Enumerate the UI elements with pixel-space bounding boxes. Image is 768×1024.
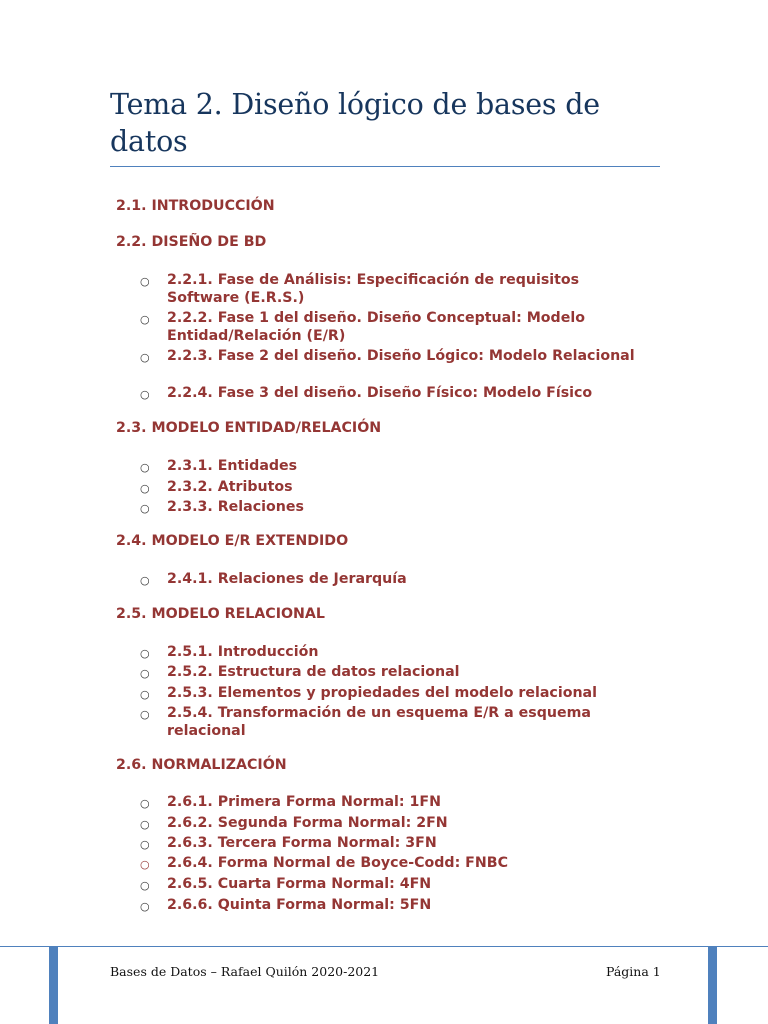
title-divider	[110, 166, 660, 167]
toc-item-2-5-2: 2.5.2. Estructura de datos relacional	[167, 664, 460, 680]
toc-item-2-6-5: 2.6.5. Cuarta Forma Normal: 4FN	[167, 876, 432, 892]
bullet-icon: ○	[140, 818, 150, 831]
bullet-icon: ○	[140, 388, 150, 401]
bullet-icon: ○	[140, 574, 150, 587]
toc-section-2-1: 2.1. INTRODUCCIÓN	[116, 198, 275, 214]
toc-item-2-6-4: 2.6.4. Forma Normal de Boyce-Codd: FNBC	[167, 855, 508, 871]
toc-item-2-2-2: 2.2.2. Fase 1 del diseño. Diseño Conceptual: Modelo Entidad/Relación (E/R)	[167, 310, 585, 344]
toc-item-2-5-3: 2.5.3. Elementos y propiedades del modelo relacional	[167, 685, 597, 701]
toc-item-2-2-3: 2.2.3. Fase 2 del diseño. Diseño Lógico: Modelo Relacional	[167, 348, 635, 364]
bullet-icon: ○	[140, 797, 150, 810]
toc-item-2-2-1: 2.2.1. Fase de Análisis: Especificación de requisitos Software (E.R.S.)	[167, 272, 580, 306]
bullet-icon: ○	[140, 647, 150, 660]
toc-section-2-4: 2.4. MODELO E/R EXTENDIDO	[116, 533, 349, 549]
bullet-icon: ○	[140, 858, 150, 871]
bullet-icon: ○	[140, 708, 150, 721]
page-title: Tema 2. Diseño lógico de bases de datos	[110, 88, 600, 158]
bullet-icon: ○	[140, 879, 150, 892]
footer-course: Bases de Datos – Rafael Quilón 2020-2021	[110, 964, 380, 979]
toc-section-2-5: 2.5. MODELO RELACIONAL	[116, 606, 325, 622]
toc-item-2-3-3: 2.3.3. Relaciones	[167, 499, 304, 515]
bullet-icon: ○	[140, 351, 150, 364]
toc-item-2-5-4: 2.5.4. Transformación de un esquema E/R a esquema relacional	[167, 705, 591, 739]
bullet-icon: ○	[140, 667, 150, 680]
bullet-icon: ○	[140, 502, 150, 515]
toc-item-2-3-2: 2.3.2. Atributos	[167, 479, 293, 495]
bullet-icon: ○	[140, 838, 150, 851]
bullet-icon: ○	[140, 275, 150, 288]
toc-section-2-3: 2.3. MODELO ENTIDAD/RELACIÓN	[116, 420, 382, 436]
bullet-icon: ○	[140, 482, 150, 495]
toc-section-2-2: 2.2. DISEÑO DE BD	[116, 234, 267, 250]
toc-item-2-6-2: 2.6.2. Segunda Forma Normal: 2FN	[167, 815, 448, 831]
footer-right-bar	[708, 946, 717, 1024]
footer-divider	[0, 946, 768, 947]
toc-item-2-4-1: 2.4.1. Relaciones de Jerarquía	[167, 571, 407, 587]
toc-item-2-6-6: 2.6.6. Quinta Forma Normal: 5FN	[167, 897, 432, 913]
toc-item-2-2-4: 2.2.4. Fase 3 del diseño. Diseño Físico: Modelo Físico	[167, 385, 593, 401]
toc-item-2-6-1: 2.6.1. Primera Forma Normal: 1FN	[167, 794, 441, 810]
bullet-icon: ○	[140, 900, 150, 913]
toc-item-2-5-1: 2.5.1. Introducción	[167, 644, 319, 660]
bullet-icon: ○	[140, 461, 150, 474]
footer-page-number: Página 1	[606, 964, 661, 979]
toc-section-2-6: 2.6. NORMALIZACIÓN	[116, 757, 287, 773]
footer-left-bar	[49, 946, 58, 1024]
toc-item-2-3-1: 2.3.1. Entidades	[167, 458, 298, 474]
toc-item-2-6-3: 2.6.3. Tercera Forma Normal: 3FN	[167, 835, 437, 851]
bullet-icon: ○	[140, 688, 150, 701]
bullet-icon: ○	[140, 313, 150, 326]
